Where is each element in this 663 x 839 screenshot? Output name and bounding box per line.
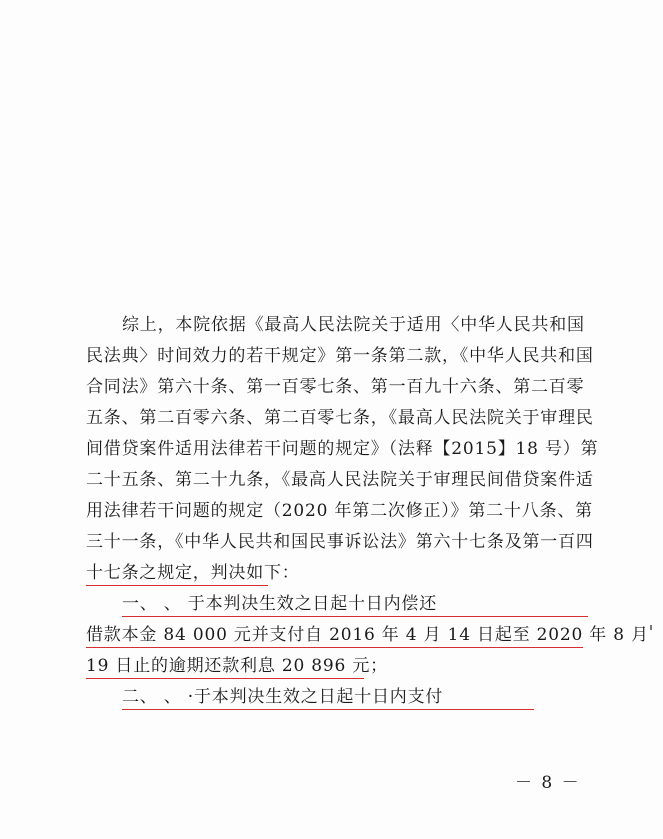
judgment-line-1: 一、 、 于本判决生效之日起十日内偿还 bbox=[122, 594, 438, 614]
underline-3 bbox=[86, 647, 583, 648]
paragraph-line-4: 五条、第二百零六条、第二百零七条，《最高人民法院关于审理民 bbox=[86, 408, 594, 428]
judgment-line-2: 借款本金 84 000 元并支付自 2016 年 4 月 14 日起至 2020 年 8 月 bbox=[86, 625, 649, 645]
underline-5 bbox=[122, 709, 534, 710]
underline-1 bbox=[86, 585, 268, 586]
underline-4 bbox=[86, 678, 364, 679]
judgment-line-4: 二、 、 ·于本判决生效之日起十日内支付 bbox=[122, 687, 444, 707]
paragraph-line-2: 民法典〉时间效力的若干规定》第一条第二款，《中华人民共和国 bbox=[86, 346, 594, 366]
paragraph-line-7: 用法律若干问题的规定（2020 年第二次修正）》第二十八条、第 bbox=[86, 501, 593, 521]
underline-2 bbox=[122, 616, 588, 617]
paragraph-line-9: 十七条之规定，判决如下： bbox=[86, 563, 300, 583]
paragraph-line-6: 二十五条、第二十九条，《最高人民法院关于审理民间借贷案件适 bbox=[86, 470, 594, 490]
paragraph-line-8: 三十一条，《中华人民共和国民事诉讼法》第六十七条及第一百四 bbox=[86, 532, 594, 552]
paragraph-line-3: 合同法》第六十条、第一百零七条、第一百九十六条、第二百零 bbox=[86, 377, 585, 397]
paragraph-line-1: 综上，本院依据《最高人民法院关于适用〈中华人民共和国 bbox=[122, 315, 585, 335]
paragraph-line-5: 间借贷案件适用法律若干问题的规定》（法释【2015】18 号）第 bbox=[86, 439, 599, 459]
judgment-line-3: 19 日止的逾期还款利息 20 896 元； bbox=[86, 656, 388, 676]
margin-mark bbox=[650, 625, 652, 630]
page-number: － 8 － bbox=[515, 773, 581, 793]
